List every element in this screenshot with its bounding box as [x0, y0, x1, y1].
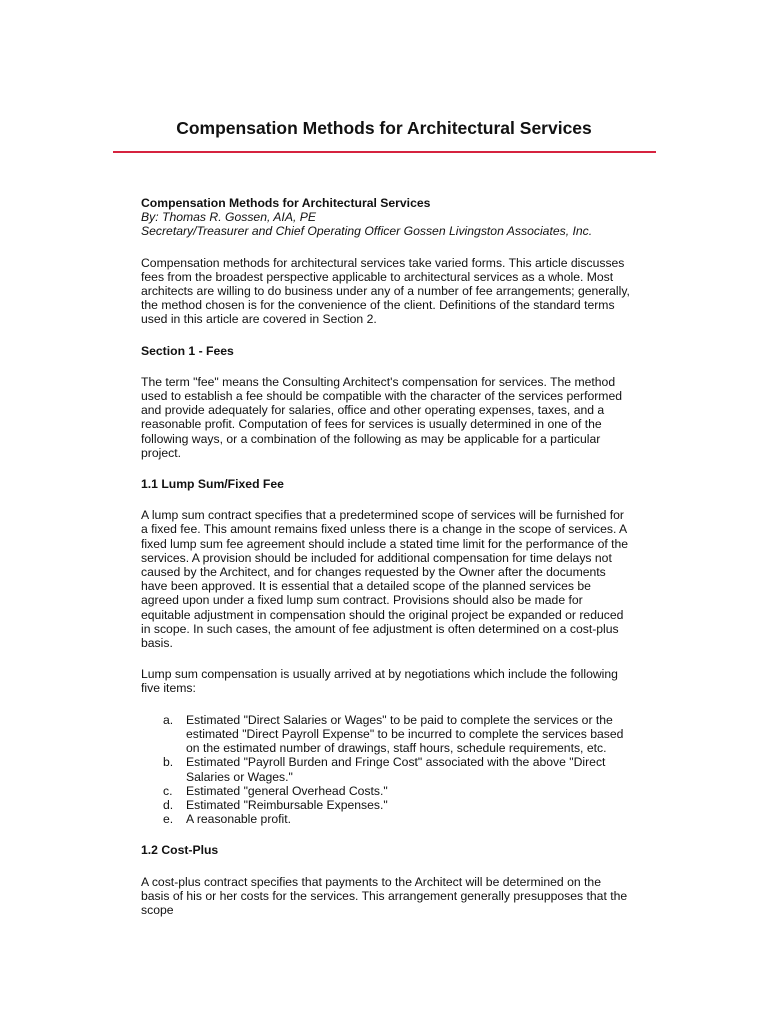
list-marker: b. [163, 755, 174, 770]
list-item-text: Estimated "Direct Salaries or Wages" to be paid to complete the services or the estimated "Direct Payroll Expense" to be incurred to complete the services based on the estimated number of drawings, staff hours, schedule requirements, etc. [186, 712, 624, 756]
section-1-paragraph: The term "fee" means the Consulting Architect's compensation for services. The method used to establish a fee should be compatible with the character of the services performed and provide adequately for salaries, office and other operating expenses, taxes, and a reasonable profit. Computation of fees for services is usually determined in one of the following ways, or a combination of the following as may be applicable for a particular project. [141, 374, 622, 460]
section-1-2-paragraph: A cost-plus contract specifies that payments to the Architect will be determined on the basis of his or her costs for the services. This arrangement generally presupposes that the scope [141, 874, 628, 917]
section-1-1-paragraph-2: Lump sum compensation is usually arrived at by negotiations which include the following five items: [141, 667, 618, 696]
intro-paragraph: Compensation methods for architectural services take varied forms. This article discusses fees from the broadest perspective applicable to architectural services as a whole. Most architects are willing to do business under any of a number of fee arrangements; generally, the method chosen is for the convenience of the client. Definitions of the standard terms used in this article are covered in Section 2. [141, 255, 630, 327]
fee-items-list [141, 713, 631, 827]
section-1-heading: Section 1 - Fees [141, 343, 234, 358]
author-affiliation: Secretary/Treasurer and Chief Operating Officer Gossen Livingston Associates, Inc. [141, 224, 593, 239]
article-heading: Compensation Methods for Architectural Services [141, 196, 431, 210]
list-item [141, 784, 631, 798]
article-body [141, 196, 631, 917]
section-1-1-heading: 1.1 Lump Sum/Fixed Fee [141, 477, 284, 492]
section-1-1-paragraph-1: A lump sum contract specifies that a predetermined scope of services will be furnished for a fixed fee. This amount remains fixed unless there is a change in the scope of services. A fixed lump sum fee agreement should include a stated time limit for the performance of the services. A provision should be included for additional compensation for time delays not caused by the Architect, and for changes requested by the Owner after the documents have been approved. It is essential that a detailed scope of the planned services be agreed upon under a fixed lump sum contract. Provisions should also be made for equitable adjustment in compensation should the original project be expanded or reduced in scope. In such cases, the amount of fee adjustment is often determined on a cost-plus basis. [141, 508, 629, 651]
list-item-text: Estimated "Payroll Burden and Fringe Cost" associated with the above "Direct Salaries or Wages." [186, 755, 606, 784]
list-marker: c. [163, 783, 173, 798]
list-item [141, 755, 631, 783]
section-1-2-heading: 1.2 Cost-Plus [141, 843, 219, 858]
page-title: Compensation Methods for Architectural Services [176, 118, 592, 138]
list-item-text: Estimated "general Overhead Costs." [186, 783, 388, 798]
list-marker: d. [163, 797, 174, 812]
title-divider [113, 151, 656, 153]
byline-block [141, 210, 631, 238]
list-item-text: Estimated "Reimbursable Expenses." [186, 797, 388, 812]
list-marker: a. [163, 712, 174, 727]
author-byline: By: Thomas R. Gossen, AIA, PE [141, 210, 316, 225]
list-item [141, 812, 631, 826]
list-marker: e. [163, 812, 174, 827]
list-item [141, 798, 631, 812]
list-item [141, 713, 631, 756]
list-item-text: A reasonable profit. [186, 812, 292, 827]
